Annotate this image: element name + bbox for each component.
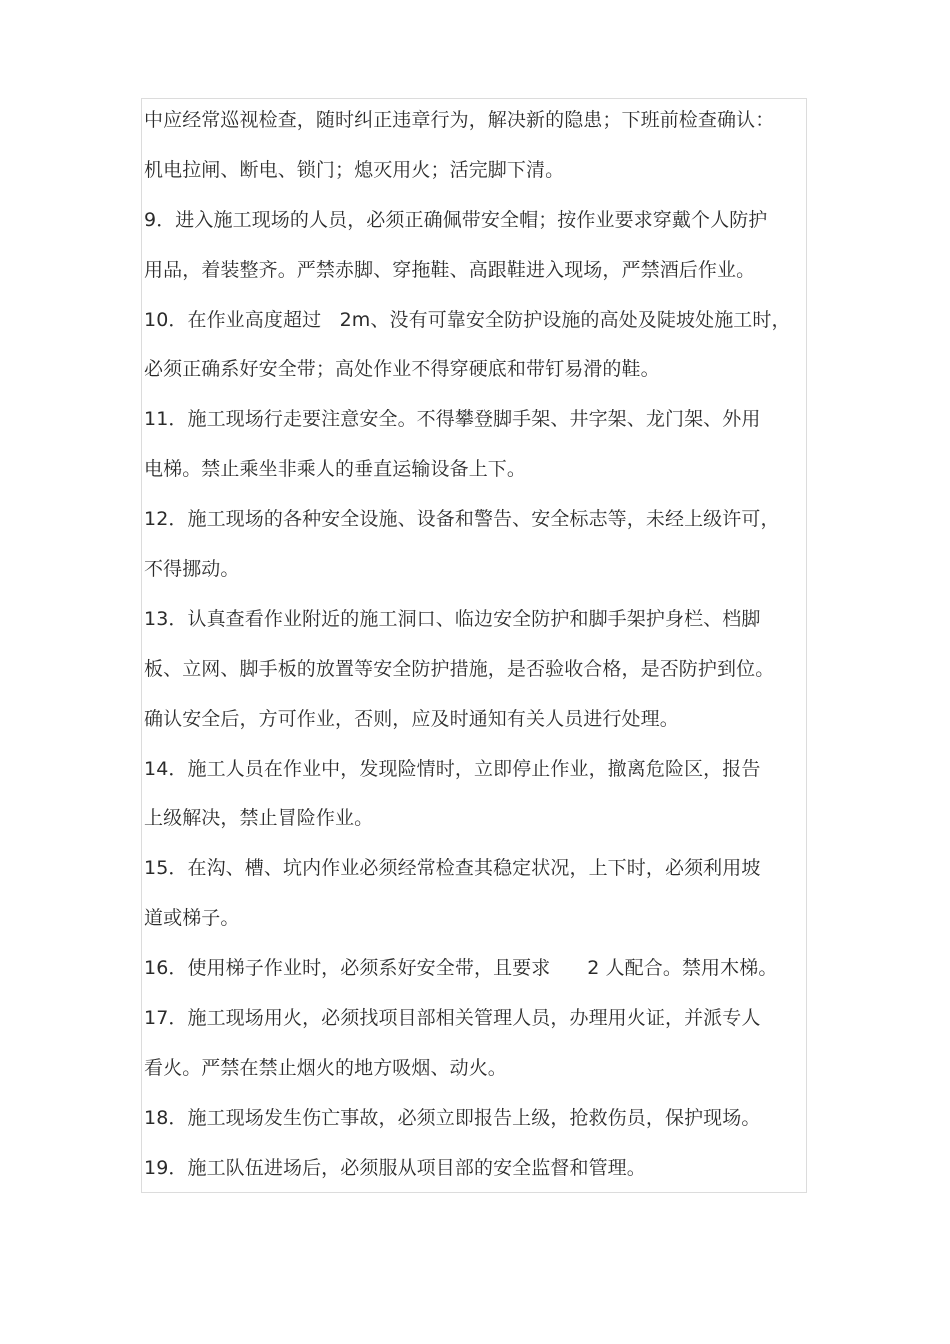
text-line: 9．进入施工现场的人员，必须正确佩带安全帽；按作业要求穿戴个人防护 xyxy=(144,208,768,231)
text-line: 电梯。禁止乘坐非乘人的垂直运输设备上下。 xyxy=(144,458,527,481)
text-line: 14．施工人员在作业中，发现险情时，立即停止作业，撤离危险区，报告 xyxy=(144,757,761,780)
text-line: 16．使用梯子作业时，必须系好安全带，且要求 2 人配合。禁用木梯。 xyxy=(144,957,778,980)
text-line: 用品，着装整齐。严禁赤脚、穿拖鞋、高跟鞋进入现场，严禁酒后作业。 xyxy=(144,258,756,281)
text-line: 道或梯子。 xyxy=(144,907,240,930)
text-line: 板、立网、脚手板的放置等安全防护措施，是否验收合格，是否防护到位。 xyxy=(144,657,775,680)
text-line: 机电拉闸、断电、锁门；熄灭用火；活完脚下清。 xyxy=(144,158,565,181)
text-line: 确认安全后，方可作业，否则，应及时通知有关人员进行处理。 xyxy=(144,707,679,730)
text-line: 10．在作业高度超过 2m、没有可靠安全防护设施的高处及陡坡处施工时， xyxy=(144,308,791,331)
text-line: 看火。严禁在禁止烟火的地方吸烟、动火。 xyxy=(144,1056,507,1079)
text-line: 17．施工现场用火，必须找项目部相关管理人员，办理用火证，并派专人 xyxy=(144,1007,761,1030)
text-line: 必须正确系好安全带；高处作业不得穿硬底和带钉易滑的鞋。 xyxy=(144,358,660,381)
text-line: 中应经常巡视检查，随时纠正违章行为，解决新的隐患；下班前检查确认： xyxy=(144,109,775,131)
text-line: 不得挪动。 xyxy=(144,558,240,581)
text-line: 12．施工现场的各种安全设施、设备和警告、安全标志等，未经上级许可， xyxy=(144,508,780,531)
text-line: 13．认真查看作业附近的施工洞口、临边安全防护和脚手架护身栏、档脚 xyxy=(144,607,761,630)
text-line: 19．施工队伍进场后，必须服从项目部的安全监督和管理。 xyxy=(144,1156,646,1179)
text-line: 上级解决，禁止冒险作业。 xyxy=(144,807,374,830)
text-line: 11．施工现场行走要注意安全。不得攀登脚手架、井字架、龙门架、外用 xyxy=(144,408,761,431)
document-body xyxy=(144,96,804,1194)
text-line: 15．在沟、槽、坑内作业必须经常检查其稳定状况，上下时，必须利用坡 xyxy=(144,857,761,880)
text-line: 18．施工现场发生伤亡事故，必须立即报告上级，抢救伤员，保护现场。 xyxy=(144,1106,761,1129)
